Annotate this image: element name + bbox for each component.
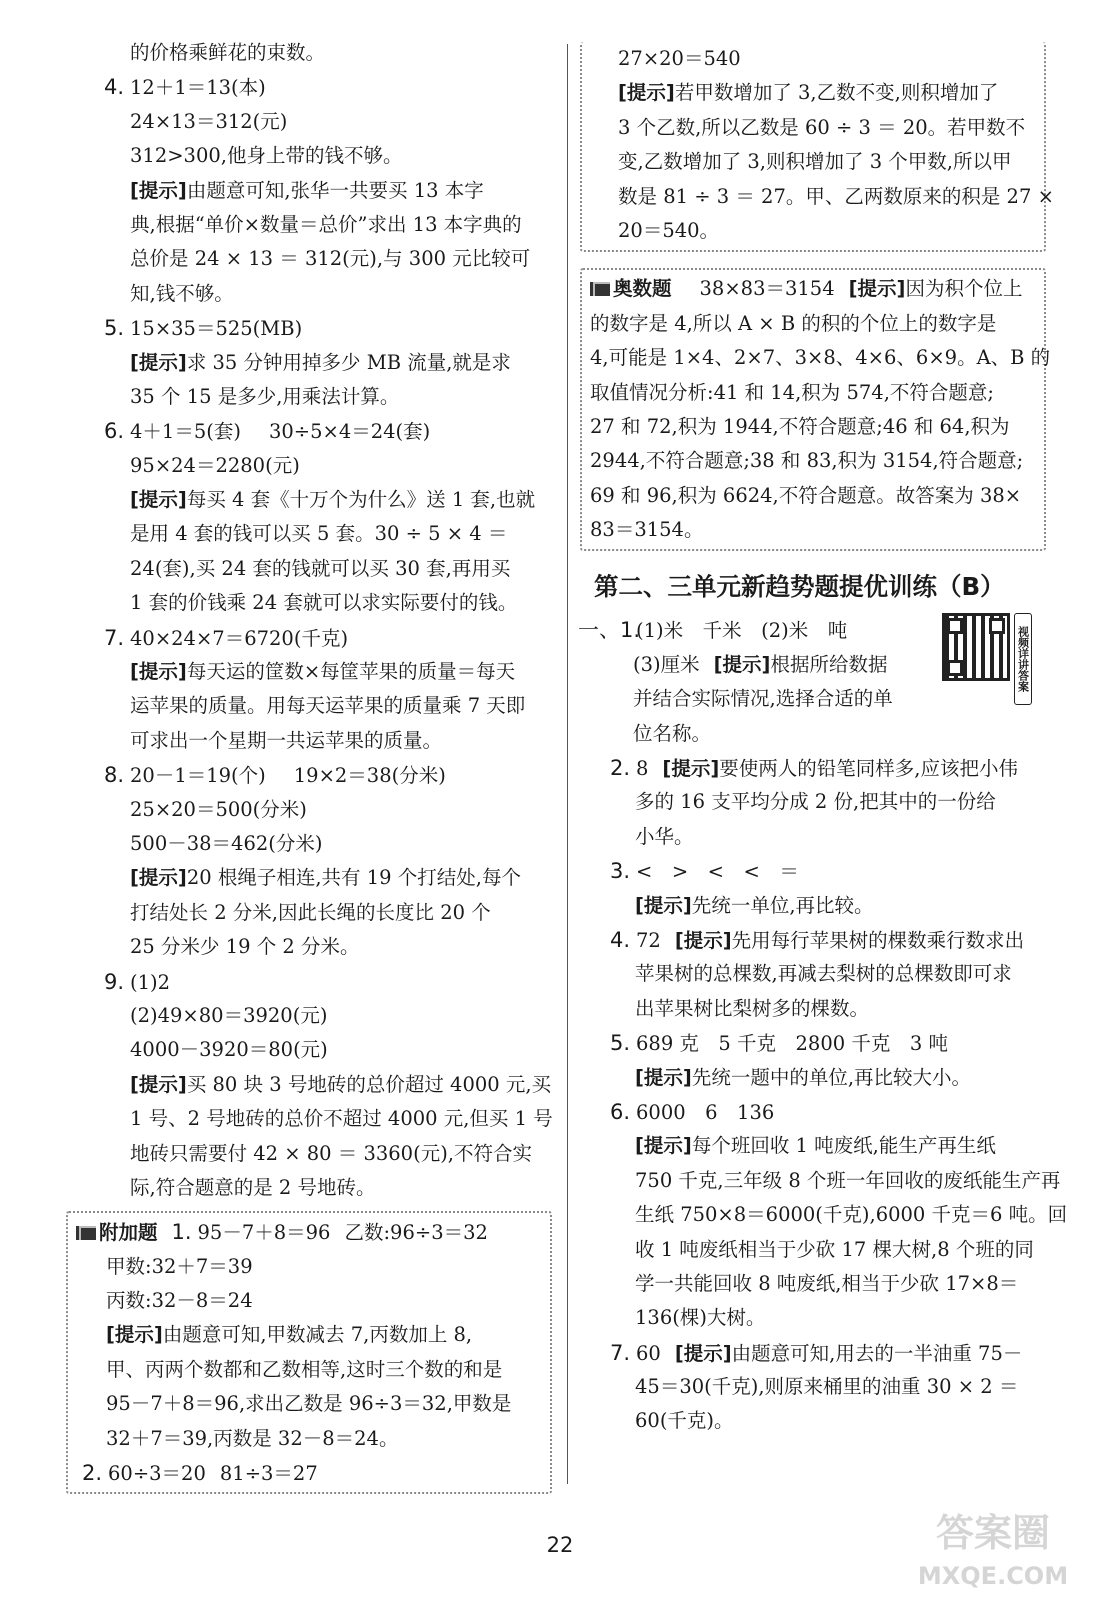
right-column (578, 42, 1068, 1439)
watermark-url: MXQE.COM (917, 1562, 1069, 1590)
flag-icon (76, 1226, 96, 1240)
hint-tag: [提示] (848, 277, 906, 301)
question-7: 7. 40×24×7＝6720(千克) [提示]每天运的筐数×每筐苹果的质量＝每天 运苹果的质量。用每天运苹果的质量乘 7 天即 可求出一个星期一共运苹果的质量。 (66, 621, 556, 759)
question-6: 6. 4＋1＝5(套) 30÷5×4＝24(套) 95×24＝2280(元) [提示]每买 4 套《十万个为什么》送 1 套,也就 是用 4 套的钱可以买 5 套。30 ÷ 5 × 4 ＝ 24(套),买 24 套的钱就可以买 30 套,再用买 1 套的价钱乘 24 套就可以求实际要付的钱。 (66, 414, 556, 620)
continued-answer-box: 27×20＝540 [提示]若甲数增加了 3,乙数不变,则积增加了 3 个乙数,所以乙数是 60 ÷ 3 ＝ 20。若甲数不 变,乙数增加了 3,则积增加了 3 个甲数,所以甲 数是 81 ÷ 3 ＝ 27。甲、乙两数原来的积是 27 × 20＝540。 (580, 42, 1046, 252)
olympiad-question-box: 奥数题 38×83＝3154 [提示]因为积个位上 的数字是 4,所以 A × B 的积的个位上的数字是 4,可能是 1×4、2×7、3×8、4×6、6×9。A、B 的 取值情况分析:41 和 14,积为 574,不符合题意; 27 和 72,积为 1944,不符合题意;46 和 64,积为 2944,不符合题意;38 和 83,积为 3154,符合题意; 69 和 96,积为 6624,不符合题意。故答案为 38× 83＝3154。 (580, 268, 1046, 551)
section-question-5: 5. 689 克 5 千克 2800 千克 3 吨 [提示]先统一题中的单位,再比较大小。 (580, 1026, 1048, 1095)
qr-video-label: 视频详讲答案 (1014, 613, 1032, 705)
question-4: 4. 12＋1＝13(本) 24×13＝312(元) 312>300,他身上带的钱不够。 [提示]由题意可知,张华一共要买 13 本字 典,根据“单价×数量＝总价”求出 13 本字典的 总价是 24 × 13 ＝ 312(元),与 300 元比较可 知,钱不够。 (66, 70, 556, 311)
question-8: 8. 20－1＝19(个) 19×2＝38(分米) 25×20＝500(分米) 500－38＝462(分米) [提示]20 根绳子相连,共有 19 个打结处,每个 打结处长 2 分米,因此长绳的长度比 20 个 25 分米少 19 个 2 分米。 (66, 758, 556, 964)
question-number: 7. (104, 625, 125, 650)
hint-tag: [提示] (713, 652, 771, 676)
question-number: 7. (610, 1340, 631, 1365)
hint-tag: [提示] (635, 1065, 692, 1089)
question-number: 9. (104, 969, 125, 994)
watermark-logo (908, 1494, 1078, 1594)
hint-tag: [提示] (130, 178, 187, 202)
hint-tag: [提示] (130, 350, 187, 374)
flag-icon (590, 282, 610, 296)
extra-question-box: 附加题 1. 95－7＋8＝96 乙数:96÷3＝32 甲数:32＋7＝39 丙数:32－8＝24 [提示]由题意可知,甲数减去 7,丙数加上 8, 甲、丙两个数都和乙数相等,这时三个数的和是 95－7＋8＝96,求出乙数是 96÷3＝32,甲数是 32＋7＝39,丙数是 32－8＝24。 2. 60÷3＝20 81÷3＝27 (66, 1211, 552, 1494)
qr-code-icon[interactable] (942, 613, 1010, 681)
section-question-2: 2. 8 [提示]要使两人的铅笔同样多,应该把小伟 多的 16 支平均分成 2 份,把其中的一份给 小华。 (580, 751, 1048, 854)
hint-tag: [提示] (635, 893, 692, 917)
continued-text: 的价格乘鲜花的束数。 (130, 41, 326, 64)
hint-tag: [提示] (674, 1341, 732, 1365)
hint-tag: [提示] (662, 757, 720, 781)
column-divider (567, 44, 568, 1484)
section-title: 第二、三单元新趋势题提优训练（B） (594, 572, 1005, 602)
hint-tag: [提示] (106, 1323, 163, 1347)
question-number: 一、1. (578, 618, 641, 643)
extra-question-label: 附加题 (99, 1221, 158, 1245)
hint-tag: [提示] (130, 1072, 187, 1096)
watermark-title: 答案圈 (935, 1511, 1051, 1555)
section-question-3: 3. < > < < ＝ [提示]先统一单位,再比较。 (580, 854, 1048, 923)
question-5: 5. 15×35＝525(MB) [提示]求 35 分钟用掉多少 MB 流量,就是求 35 个 15 是多少,用乘法计算。 (66, 311, 556, 414)
question-number: 6. (104, 419, 125, 444)
question-number: 2. (610, 756, 631, 781)
question-number: 5. (104, 316, 125, 341)
section-question-1: 视频详讲答案 一、1.(1)米 千米 (2)米 吨 (3)厘米 [提示]根据所给数据 并结合实际情况,选择合适的单 位名称。 (578, 613, 1048, 751)
question-number: 4. (610, 927, 631, 952)
question-number: 5. (610, 1031, 631, 1056)
hint-tag: [提示] (635, 1134, 692, 1158)
section-question-7: 7. 60 [提示]由题意可知,用去的一半油重 75－ 45＝30(千克),则原来桶里的油重 30 × 2 ＝ 60(千克)。 (580, 1336, 1048, 1439)
hint-tag: [提示] (130, 488, 187, 512)
question-9: 9. (1)2 (2)49×80＝3920(元) 4000－3920＝80(元) [提示]买 80 块 3 号地砖的总价超过 4000 元,买 1 号、2 号地砖的总价不超过 4000 元,但买 1 号 地砖只需要付 42 × 80 ＝ 3360(元),不符合实 际,符合题意的是 2 号地砖。 (66, 965, 556, 1206)
question-number: 3. (610, 859, 631, 884)
olympiad-label: 奥数题 (613, 277, 672, 301)
hint-tag: [提示] (674, 928, 732, 952)
hint-tag: [提示] (130, 866, 187, 890)
question-number: 4. (104, 75, 125, 100)
page-number: 22 (546, 1533, 574, 1557)
question-number: 6. (610, 1099, 631, 1124)
section-question-6: 6. 6000 6 136 [提示]每个班回收 1 吨废纸,能生产再生纸 750 千克,三年级 8 个班一年回收的废纸能生产再 生纸 750×8＝6000(千克),6000 千克＝6 吨。回 收 1 吨废纸相当于少砍 17 棵大树,8 个班的同 学一共能回收 8 吨废纸,相当于少砍 17×8＝ 136(棵)大树。 (580, 1095, 1048, 1336)
question-number: 8. (104, 763, 125, 788)
section-question-4: 4. 72 [提示]先用每行苹果树的棵数乘行数求出 苹果树的总棵数,再减去梨树的总棵数即可求 出苹果树比梨树多的棵数。 (580, 923, 1048, 1026)
hint-tag: [提示] (618, 81, 675, 105)
hint-tag: [提示] (130, 660, 187, 684)
left-column (66, 36, 556, 1494)
